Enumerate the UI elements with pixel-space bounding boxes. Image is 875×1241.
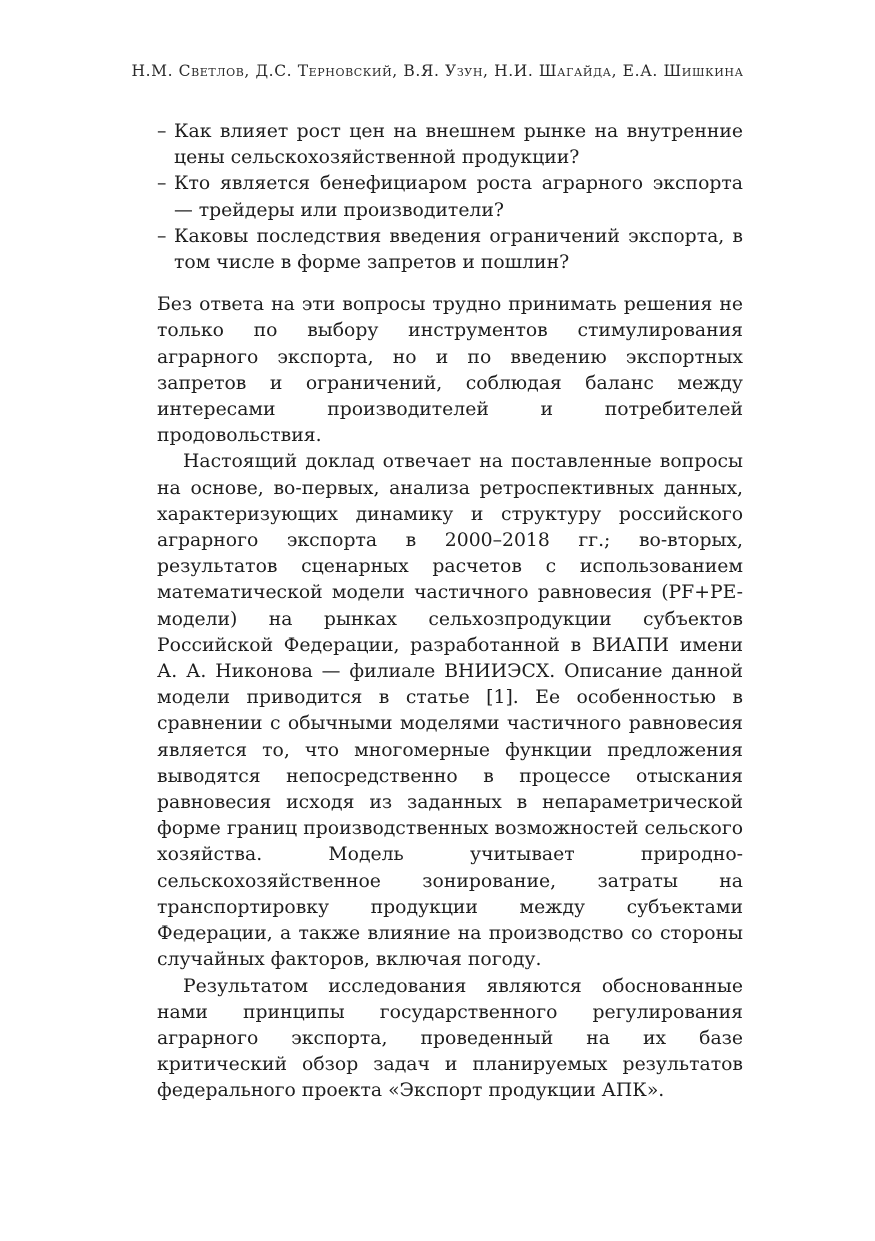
body-text — [157, 119, 743, 1105]
question-item — [157, 224, 743, 276]
running-header-authors: Н.М. Светлов, Д.С. Терновский, В.Я. Узун, Н.И. Шагайда, Е.А. Шишкина — [131, 62, 744, 80]
question-text: Каковы последствия введения ограничений экспорта, в том числе в форме запретов и пошлин? — [174, 225, 743, 274]
list-dash: – — [157, 173, 167, 195]
question-item — [157, 119, 743, 171]
list-dash: – — [157, 121, 167, 142]
paragraph-intro: Без ответа на эти вопросы трудно принимать решения не только по выбору инструментов стимулирования аграрного экспорта, но и по введению экспортных запретов и ограничений, соблюдая баланс между интересами производителей и потребителей продовольствия. — [157, 294, 743, 447]
paragraph-results: Результатом исследования являются обоснованные нами принципы государственного регулирования аграрного экспорта, проведенный на их базе критический обзор задач и планируемых результатов федерального проекта «Экспорт продукции АПК». — [157, 975, 743, 1102]
question-text: Как влияет рост цен на внешнем рынке на внутренние цены сельскохозяйственной продукции? — [174, 121, 743, 169]
list-dash: – — [157, 225, 167, 247]
question-list — [157, 119, 743, 276]
question-item — [157, 171, 743, 223]
question-text: Кто является бенефициаром роста аграрного экспорта — трейдеры или производители? — [174, 173, 743, 221]
paragraph-methodology: Настоящий доклад отвечает на поставленные вопросы на основе, во-первых, анализа ретроспективных данных, характеризующих динамику и структуру российского аграрного экспорта в 2000–2018 гг.; во-вторых, результатов сценарных расчетов с использованием математической модели частичного равновесия (PF+PE-модели) на рынках сельхозпродукции субъектов Российской Федерации, разработанной в ВИАПИ имени А. А. Никонова — филиале ВНИИЭСХ. Описание данной модели приводится в статье [1]. Ее особенностью в сравнении с обычными моделями частичного равновесия является то, что многомерные функции предложения выводятся непосредственно в процессе отыскания равновесия исходя из заданных в непараметрической форме границ производственных возможностей сельского хозяйства. Модель учитывает природно-сельскохозяйственное зонирование, затраты на транспортировку продукции между субъектами Федерации, а также влияние на производство со стороны случайных факторов, включая погоду. — [157, 451, 743, 971]
